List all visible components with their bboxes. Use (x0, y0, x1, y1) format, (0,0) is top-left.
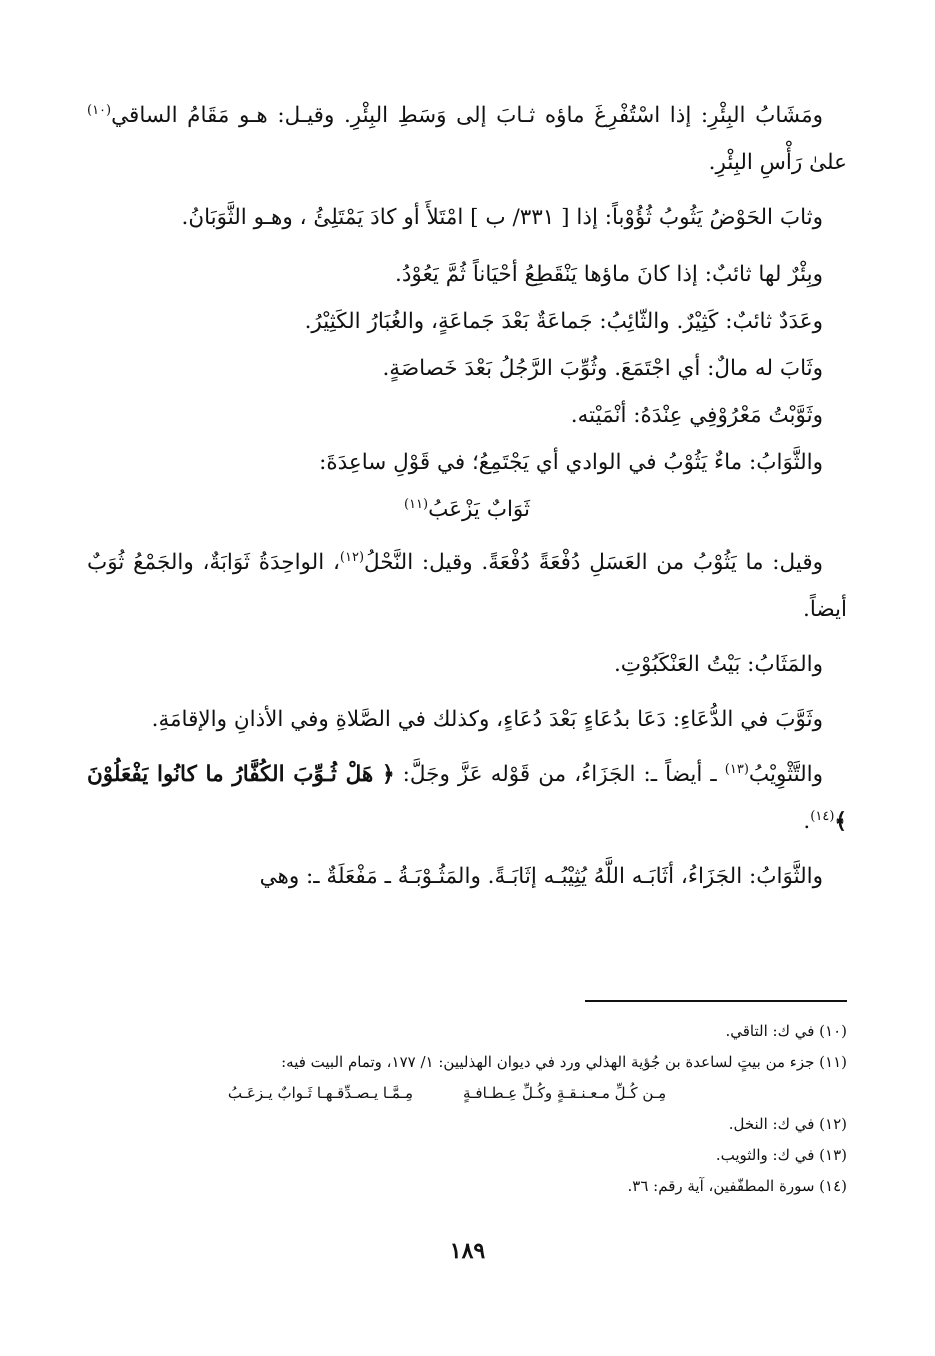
quran-quote: ﴿ هَلْ ثُـوِّبَ الكُفَّارُ ما كانُوا يَفْعَلُوْنَ ﴾ (87, 762, 847, 834)
footnotes (87, 1016, 847, 1202)
footnote-verse (87, 1078, 847, 1109)
text: ، الواحِدَةُ ثَوَابَةٌ، والجَمْعُ ثُوَبٌ أيضاً. (87, 550, 847, 622)
text: . (803, 809, 811, 834)
text: والتَّثْوِيْبُ (748, 762, 823, 787)
footnote-ref[interactable]: (١١) (403, 496, 429, 512)
paragraph: والثَّوَابُ: الجَزَاءُ، أثَابَـه اللَّهُ يُثِيْبُـه إثَابَـةً. والمَثُـوْبَـةُ ـ مَفْعَلَةٌ ـ: وهي (259, 864, 823, 889)
footnote-separator (585, 1000, 847, 1002)
footnote-ref[interactable]: (١٤) (810, 808, 835, 824)
paragraph: والمَثَابُ: بَيْتُ العَنْكَبُوْتِ. (613, 652, 823, 677)
footnote: (١٢) في ك: النخل. (728, 1115, 847, 1133)
paragraph (87, 751, 847, 845)
footnote: (١١) جزء من بيتٍ لساعدة بن جُؤية الهذلي ورد في ديوان الهذليين: ١/ ١٧٧، وتمام البيت فيه: (281, 1053, 847, 1071)
paragraph: وثَابَ له مالٌ: أي اجْتَمَعَ. وثُوِّبَ الرَّجُلُ بَعْدَ خَصاصَةٍ. (382, 356, 823, 381)
footnote: (١٣) في ك: والثويب. (715, 1146, 847, 1164)
text: علىٰ رَأْسِ البِئْرِ. (708, 150, 847, 175)
footnote-ref[interactable]: (١٣) (724, 761, 749, 777)
text: ـ أيضاً ـ: الجَزَاءُ، من قَوْله عَزَّ وجَلَّ: (394, 762, 725, 787)
text: ومَشَابُ البِئْرِ: إذا اسْتُفْرِغَ ماؤه ثـابَ إلى وَسَطِ البِئْرِ. وقيـل: هـو مَقَامُ الساقي (111, 103, 823, 128)
footnote-ref[interactable]: (١٠) (87, 102, 112, 118)
verse-hemistich: مِـمَّـا يـصـدِّقـهـا ثَـوابٌ يـزعَـبُ (227, 1084, 413, 1102)
paragraph: وعَدَدٌ ثائبٌ: كَثِيْرٌ. والثّائِبُ: جَماعَةٌ بَعْدَ جَماعَةٍ، والغُبَارُ الكَثِيْرُ. (304, 309, 823, 334)
paragraph: وثابَ الحَوْضُ يَثُوبُ ثُؤُوْباً: إذا [ ٣٣١/ ب ] امْتَلأَ أو كادَ يَمْتَلِئُ ، وهـو الثَّوَبَانُ. (181, 205, 823, 230)
paragraph: وثَوَّبَ في الدُّعَاءِ: دَعَا بدُعَاءٍ بَعْدَ دُعَاءٍ، وكذلك في الصَّلاةِ وفي الأذانِ والإقامَةِ. (151, 707, 823, 732)
footnote-ref[interactable]: (١٢) (339, 549, 365, 565)
verse-line (87, 486, 847, 533)
paragraph (87, 92, 847, 186)
verse-text: ثَوَابٌ يَزْعَبُ (428, 497, 531, 522)
paragraph: وثَوَّبْتُ مَعْرُوْفِي عِنْدَهُ: أنْمَيْته. (570, 403, 823, 428)
footnote: (١٤) سورة المطفّفين، آية رقم: ٣٦. (627, 1177, 847, 1195)
paragraph (87, 539, 847, 633)
main-text (87, 92, 847, 908)
paragraph: وبِئْرٌ لها ثائبٌ: إذا كانَ ماؤها يَنْقَطِعُ أحْيَاناً ثُمَّ يَعُوْدُ. (395, 262, 823, 287)
paragraph: والثَّوَابُ: ماءٌ يَثُوْبُ في الوادي أي يَجْتَمِعُ؛ في قَوْلِ ساعِدَةَ: (319, 450, 823, 475)
verse-hemistich: مِـن كُـلِّ مـعـنـقـةٍ وكُـلِّ عِـطـافـةٍ (463, 1084, 667, 1102)
page-number: ١٨٩ (449, 1238, 486, 1264)
footnote: (١٠) في ك: التاقي. (725, 1022, 847, 1040)
text: وقيل: ما يَثُوْبُ من العَسَلِ دُفْعَةً دُفْعَةً. وقيل: النَّحْلُ (364, 550, 823, 575)
